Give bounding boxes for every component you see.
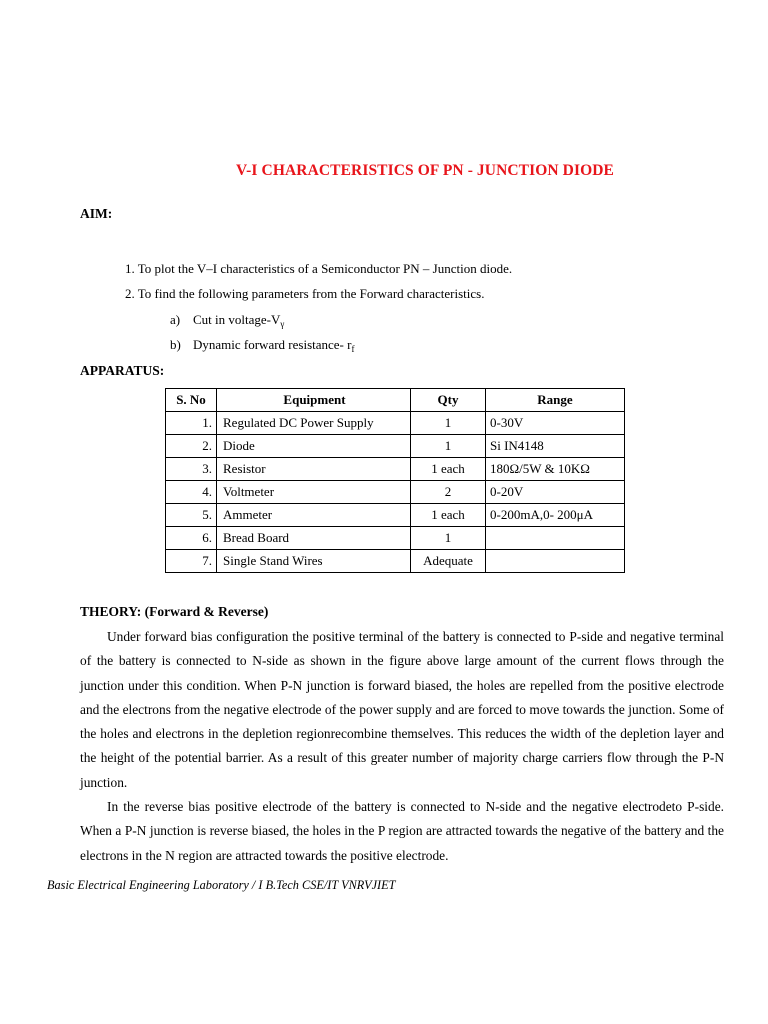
- cell-sno: 4.: [166, 481, 217, 504]
- cell-equipment: Diode: [217, 435, 411, 458]
- column-header-equipment: Equipment: [217, 389, 411, 412]
- sub-item-subscript: f: [351, 344, 355, 354]
- cell-range: 180Ω/5W & 10KΩ: [486, 458, 625, 481]
- cell-sno: 1.: [166, 412, 217, 435]
- cell-range: Si IN4148: [486, 435, 625, 458]
- table-row: [166, 527, 625, 550]
- cell-range: [486, 550, 625, 573]
- sub-item-text: Cut in voltage-V: [193, 312, 281, 327]
- table-row: [166, 435, 625, 458]
- theory-heading: THEORY: (Forward & Reverse): [80, 604, 269, 619]
- aim-sub-item-b: [170, 337, 354, 354]
- column-header-qty: Qty: [411, 389, 486, 412]
- aim-heading: AIM:: [80, 206, 113, 221]
- cell-sno: 3.: [166, 458, 217, 481]
- table-row: [166, 412, 625, 435]
- table-header-row: [166, 389, 625, 412]
- apparatus-table: [165, 388, 625, 573]
- cell-equipment: Single Stand Wires: [217, 550, 411, 573]
- aim-item-1: 1. To plot the V–I characteristics of a Semiconductor PN – Junction diode.: [125, 261, 513, 276]
- aim-sub-item-a: [170, 312, 284, 329]
- theory-paragraph-reverse: In the reverse bias positive electrode of the battery is connected to N-side and the negative electrodeto P-side. When a P-N junction is reverse biased, the holes in the P region are attracted towards the negative of the battery and the electrons in the N region are attracted towards the positive electrode.: [80, 799, 724, 863]
- sub-item-letter: a): [170, 312, 181, 327]
- table-row: [166, 458, 625, 481]
- table-row: [166, 550, 625, 573]
- cell-qty: 1 each: [411, 458, 486, 481]
- column-header-range: Range: [486, 389, 625, 412]
- cell-qty: Adequate: [411, 550, 486, 573]
- cell-equipment: Voltmeter: [217, 481, 411, 504]
- cell-range: 0-200mA,0- 200μA: [486, 504, 625, 527]
- sub-item-text: Dynamic forward resistance- r: [193, 337, 352, 352]
- cell-sno: 6.: [166, 527, 217, 550]
- page-footer: Basic Electrical Engineering Laboratory / I B.Tech CSE/IT VNRVJIET: [47, 878, 396, 892]
- cell-range: 0-20V: [486, 481, 625, 504]
- cell-qty: 1 each: [411, 504, 486, 527]
- cell-range: 0-30V: [486, 412, 625, 435]
- cell-equipment: Ammeter: [217, 504, 411, 527]
- cell-sno: 2.: [166, 435, 217, 458]
- theory-paragraph-forward: Under forward bias configuration the positive terminal of the battery is connected to P-side and negative terminal of the battery is connected to N-side as shown in the figure above large amount of the current flows through the junction under this condition. When P-N junction is forward biased, the holes are repelled from the positive electrode and the electrons from the negative electrode of the power supply and are forced to move towards the junction. Some of the holes and electrons in the depletion regionrecombine themselves. This reduces the width of the depletion layer and the height of the potential barrier. As a result of this greater number of majority charge carriers flow through the P-N junction.: [80, 629, 724, 790]
- cell-equipment: Regulated DC Power Supply: [217, 412, 411, 435]
- cell-range: [486, 527, 625, 550]
- cell-equipment: Bread Board: [217, 527, 411, 550]
- cell-qty: 2: [411, 481, 486, 504]
- page-title: V-I CHARACTERISTICS OF PN - JUNCTION DIODE: [236, 162, 614, 179]
- cell-sno: 7.: [166, 550, 217, 573]
- cell-qty: 1: [411, 527, 486, 550]
- cell-qty: 1: [411, 435, 486, 458]
- sub-item-letter: b): [170, 337, 181, 352]
- cell-qty: 1: [411, 412, 486, 435]
- aim-item-2: 2. To find the following parameters from the Forward characteristics.: [125, 286, 485, 301]
- column-header-sno: S. No: [166, 389, 217, 412]
- apparatus-heading: APPARATUS:: [80, 363, 165, 378]
- cell-equipment: Resistor: [217, 458, 411, 481]
- sub-item-subscript: γ: [280, 319, 285, 329]
- table-row: [166, 481, 625, 504]
- table-row: [166, 504, 625, 527]
- cell-sno: 5.: [166, 504, 217, 527]
